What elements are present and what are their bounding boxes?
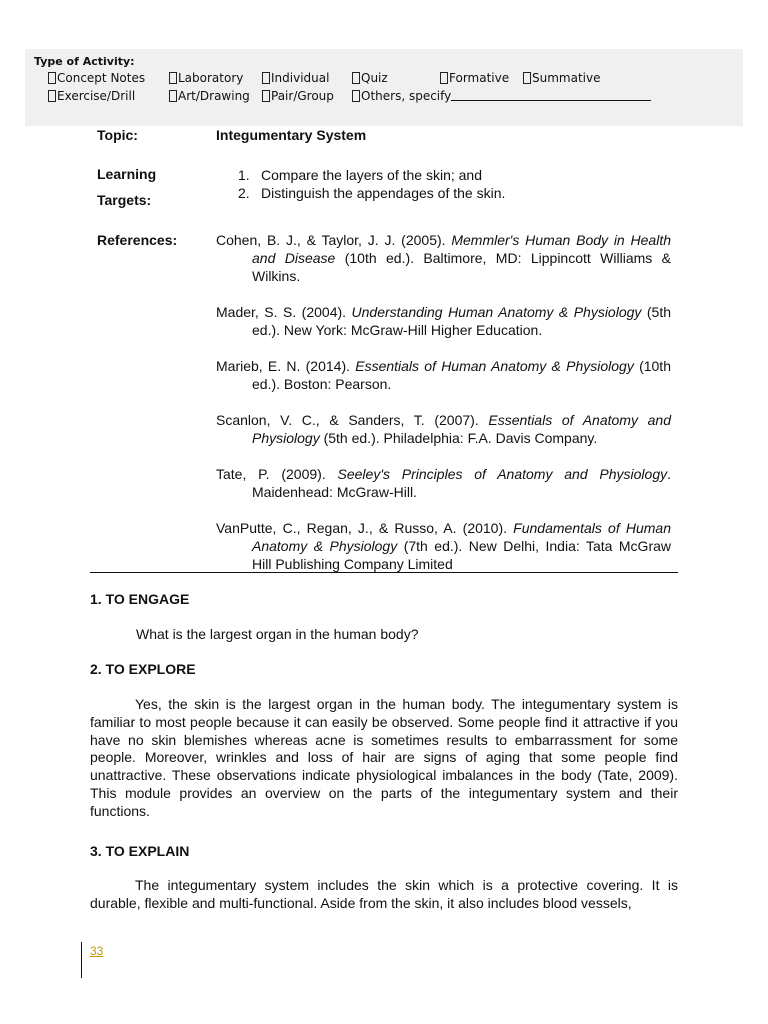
checkbox-icon[interactable] xyxy=(262,90,270,102)
section-divider xyxy=(90,572,678,573)
activity-option-individual[interactable]: Individual xyxy=(262,71,329,85)
reference-item: Scanlon, V. C., & Sanders, T. (2007). Essentials of Anatomy and Physiology (5th ed.). Philadelphia: F.A. Davis Company. xyxy=(216,412,671,446)
explain-paragraph: The integumentary system includes the skin which is a protective covering. It is durable, flexible and multi-functional. Aside from the skin, it also includes blood vessels, xyxy=(90,877,678,911)
reference-item: Mader, S. S. (2004). Understanding Human Anatomy & Physiology (5th ed.). New York: McGraw-Hill Higher Education. xyxy=(216,304,672,338)
activity-option-art-drawing[interactable]: Art/Drawing xyxy=(169,89,250,103)
activity-option-laboratory[interactable]: Laboratory xyxy=(169,71,243,85)
references-label: References: xyxy=(97,232,178,248)
learning-targets-label-line2: Targets: xyxy=(97,192,152,208)
activity-option-quiz[interactable]: Quiz xyxy=(352,71,388,85)
activity-option-pair-group[interactable]: Pair/Group xyxy=(262,89,334,103)
reference-item: Tate, P. (2009). Seeley's Principles of Anatomy and Physiology. Maidenhead: McGraw-Hill. xyxy=(216,466,671,500)
learning-target-item: 2. Distinguish the appendages of the skin. xyxy=(238,185,506,201)
checkbox-icon[interactable] xyxy=(169,90,177,102)
reference-item: Marieb, E. N. (2014). Essentials of Human Anatomy & Physiology (10th ed.). Boston: Pearson. xyxy=(216,358,671,392)
references-list xyxy=(216,231,671,573)
checkbox-icon[interactable] xyxy=(48,90,56,102)
specify-blank-field[interactable] xyxy=(451,90,651,101)
learning-targets-list xyxy=(238,166,505,202)
engage-question: What is the largest organ in the human body? xyxy=(136,626,419,642)
learning-target-item: 1. Compare the layers of the skin; and xyxy=(238,167,483,183)
activity-option-concept-notes[interactable]: Concept Notes xyxy=(48,71,145,85)
reference-item: VanPutte, C., Regan, J., & Russo, A. (2010). Fundamentals of Human Anatomy & Physiology (7th ed.). New Delhi, India: Tata McGraw Hill Publishing Company Limited xyxy=(216,520,672,572)
activity-type-box xyxy=(25,49,743,126)
activity-row-1 xyxy=(34,69,743,87)
checkbox-icon[interactable] xyxy=(352,90,360,102)
activity-option-others-specify[interactable]: Others, specify xyxy=(352,89,651,103)
page-number: 33 xyxy=(90,944,104,958)
checkbox-icon[interactable] xyxy=(440,72,448,84)
topic-value: Integumentary System xyxy=(216,127,367,143)
engage-heading: 1. TO ENGAGE xyxy=(90,591,190,607)
learning-targets-label-line1: Learning xyxy=(97,166,157,182)
checkbox-icon[interactable] xyxy=(262,72,270,84)
reference-item: Cohen, B. J., & Taylor, J. J. (2005). Memmler's Human Body in Health and Disease (10th ed.). Baltimore, MD: Lippincott Williams & Wilkins. xyxy=(216,232,672,284)
checkbox-icon[interactable] xyxy=(48,72,56,84)
activity-row-2 xyxy=(34,87,743,105)
activity-type-title: Type of Activity: xyxy=(34,55,135,68)
explain-heading: 3. TO EXPLAIN xyxy=(90,843,190,859)
activity-option-formative[interactable]: Formative xyxy=(440,71,509,85)
page-number-bar xyxy=(81,942,82,978)
explore-paragraph: Yes, the skin is the largest organ in the human body. The integumentary system is familiar to most people because it can easily be observed. Some people find it attractive if you have no skin blemishes whereas acne is sometimes results to embarrassment for some people. Moreover, wrinkles and loss of hair are signs of aging that some people find unattractive. These observations indicate physiological imbalances in the body (Tate, 2009). This module provides an overview on the parts of the integumentary system and their functions. xyxy=(90,696,678,819)
checkbox-icon[interactable] xyxy=(523,72,531,84)
explore-heading: 2. TO EXPLORE xyxy=(90,661,196,677)
activity-option-exercise-drill[interactable]: Exercise/Drill xyxy=(48,89,135,103)
checkbox-icon[interactable] xyxy=(169,72,177,84)
checkbox-icon[interactable] xyxy=(352,72,360,84)
activity-option-summative[interactable]: Summative xyxy=(523,71,600,85)
topic-label: Topic: xyxy=(97,127,138,143)
